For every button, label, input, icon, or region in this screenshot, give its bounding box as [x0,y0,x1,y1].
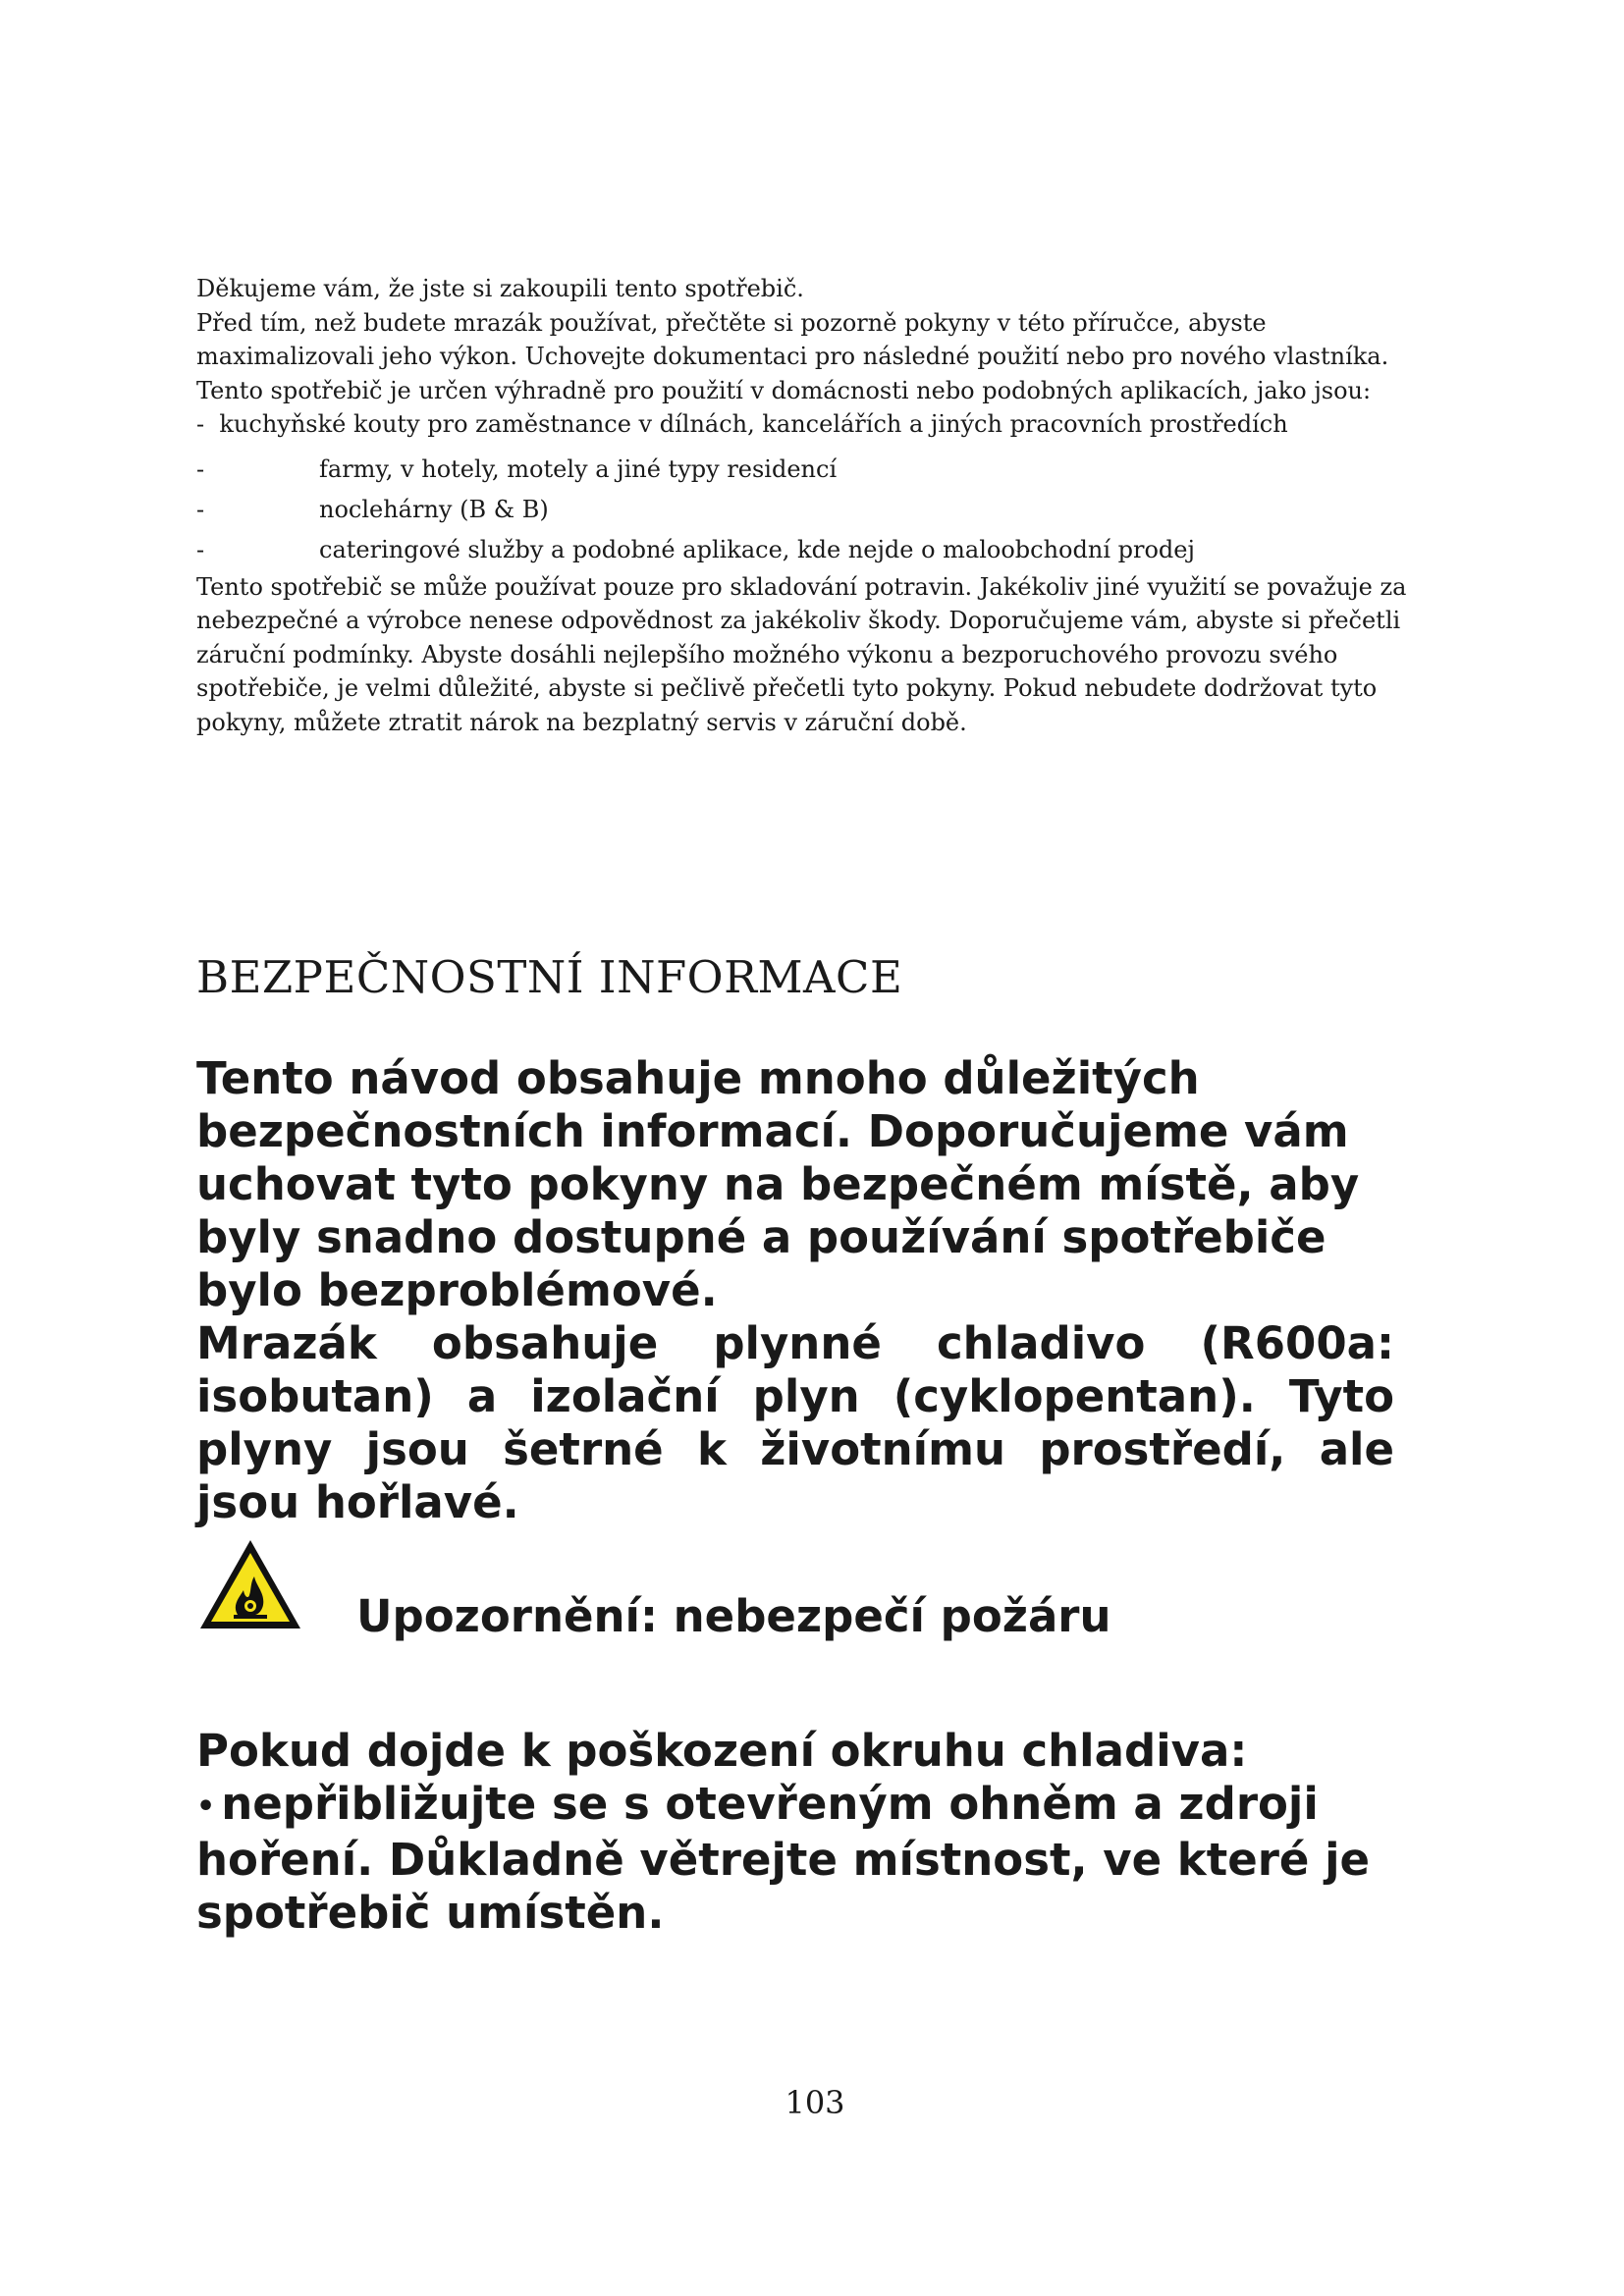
bullet-item [196,490,1414,530]
warning-paragraph-2: Mrazák obsahuje plynné chladivo (R600a: isobutan) a izolační plyn (cyklopentan). Tyto plyny jsou šetrné k životnímu prostředí, ale jsou hořlavé. [196,1317,1394,1528]
bullet-text: noclehárny (B & B) [319,495,549,523]
intro-section [196,272,1414,739]
first-bullet [196,407,1414,442]
refrigerant-title: Pokud dojde k poškození okruhu chladiva: [196,1725,1248,1777]
safety-heading: BEZPEČNOSTNÍ INFORMACE [196,951,903,1003]
bullet-dash: - [196,410,205,438]
bullet-dash: - [196,454,205,483]
fire-hazard-warning-icon [196,1536,304,1632]
refrigerant-instruction [196,1778,1414,1940]
warning-paragraph-1: Tento návod obsahuje mnoho důležitých bezpečnostních informací. Doporučujeme vám uchovat tyto pokyny na bezpečném místě, aby byly snadno dostupné a používání spotřebiče bylo bezproblémové. [196,1052,1360,1316]
safety-warning [196,1052,1394,1529]
bullet-item [196,530,1414,570]
intro-closing: Tento spotřebič se může používat pouze pro skladování potravin. Jakékoliv jiné využití se považuje za nebezpečné a výrobce nenese odpovědnost za jakékoliv škody. Doporučujeme vám, abyste si přečetli záruční podmínky. Abyste dosáhli nejlepšího možného výkonu a bezporuchového provozu svého spotřebiče, je velmi důležité, abyste si pečlivě přečetli tyto pokyny. Pokud nebudete dodržovat tyto pokyny, můžete ztratit nárok na bezplatný servis v záruční době. [196,572,1407,736]
intro-paragraph: Před tím, než budete mrazák používat, přečtěte si pozorně pokyny v této příručce, abyste maximalizovali jeho výkon. Uchovejte dokumentaci pro následné použití nebo pro nového vlastníka. Tento spotřebič je určen výhradně pro použití v domácnosti nebo podobných aplikacích, jako jsou: [196,308,1389,404]
bullet-dot: • [196,1789,216,1824]
bullet-text: cateringové služby a podobné aplikace, kde nejde o maloobchodní prodej [319,535,1195,563]
bullet-text: kuchyňské kouty pro zaměstnance v dílnách, kancelářích a jiných pracovních prostředích [219,410,1288,438]
intro-thanks: Děkujeme vám, že jste si zakoupili tento spotřebič. [196,275,804,302]
page-number: 103 [785,2084,845,2121]
refrigerant-text: nepřibližujte se s otevřeným ohněm a zdroji hoření. Důkladně větrejte místnost, ve které je spotřebič umístěn. [196,1778,1371,1939]
bullet-dash: - [196,495,205,523]
bullet-dash: - [196,535,205,563]
bullet-item [196,450,1414,490]
bullet-text: farmy, v hotely, motely a jiné typy residencí [319,454,838,483]
refrigerant-damage-section [196,1725,1414,1940]
fire-hazard-text: Upozornění: nebezpečí požáru [356,1590,1111,1642]
